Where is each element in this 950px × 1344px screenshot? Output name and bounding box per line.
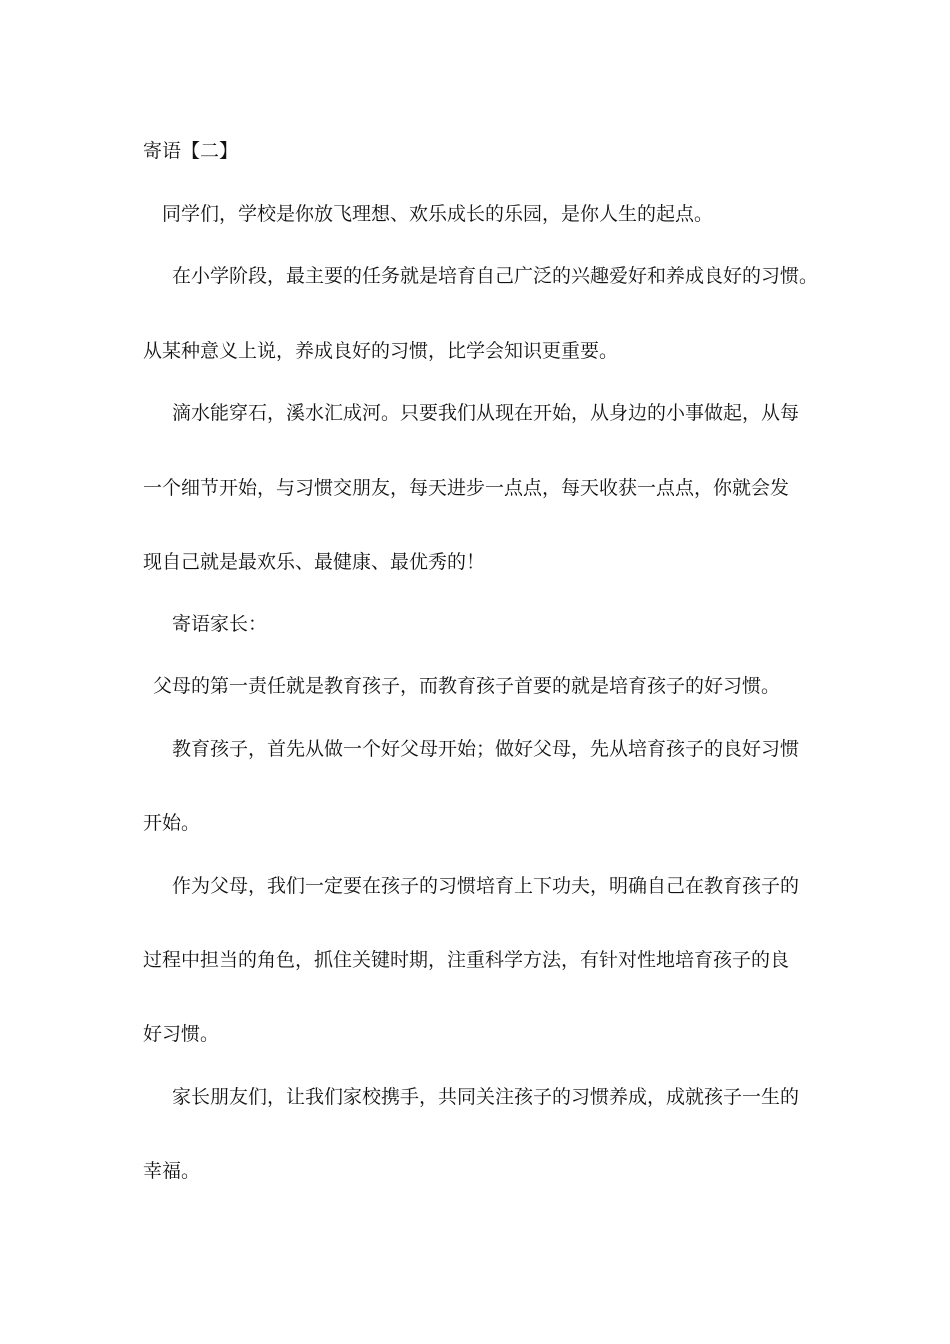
text-line: 从某种意义上说，养成良好的习惯，比学会知识更重要。 [143, 340, 619, 362]
text-line: 过程中担当的角色，抓住关键时期，注重科学方法，有针对性地培育孩子的良 [143, 949, 790, 971]
text-line: 教育孩子，首先从做一个好父母开始；做好父母，先从培育孩子的良好习惯 [172, 738, 800, 760]
text-line: 滴水能穿石，溪水汇成河。只要我们从现在开始，从身边的小事做起，从每 [172, 402, 800, 424]
text-line: 寄语家长： [172, 613, 268, 635]
text-line: 在小学阶段，最主要的任务就是培育自己广泛的兴趣爱好和养成良好的习惯。 [172, 265, 819, 287]
text-line: 家长朋友们，让我们家校携手，共同关注孩子的习惯养成，成就孩子一生的 [172, 1086, 800, 1108]
text-line: 现自己就是最欢乐、最健康、最优秀的！ [143, 551, 486, 573]
text-line: 幸福。 [143, 1160, 201, 1182]
text-line: 父母的第一责任就是教育孩子，而教育孩子首要的就是培育孩子的好习惯。 [153, 675, 781, 697]
document-heading: 寄语【二】 [143, 140, 239, 162]
text-line: 好习惯。 [143, 1023, 220, 1045]
text-line: 同学们，学校是你放飞理想、欢乐成长的乐园，是你人生的起点。 [162, 203, 714, 225]
text-line: 作为父母，我们一定要在孩子的习惯培育上下功夫，明确自己在教育孩子的 [172, 875, 800, 897]
text-line: 开始。 [143, 812, 201, 834]
text-line: 一个细节开始，与习惯交朋友，每天进步一点点，每天收获一点点，你就会发 [143, 477, 790, 499]
